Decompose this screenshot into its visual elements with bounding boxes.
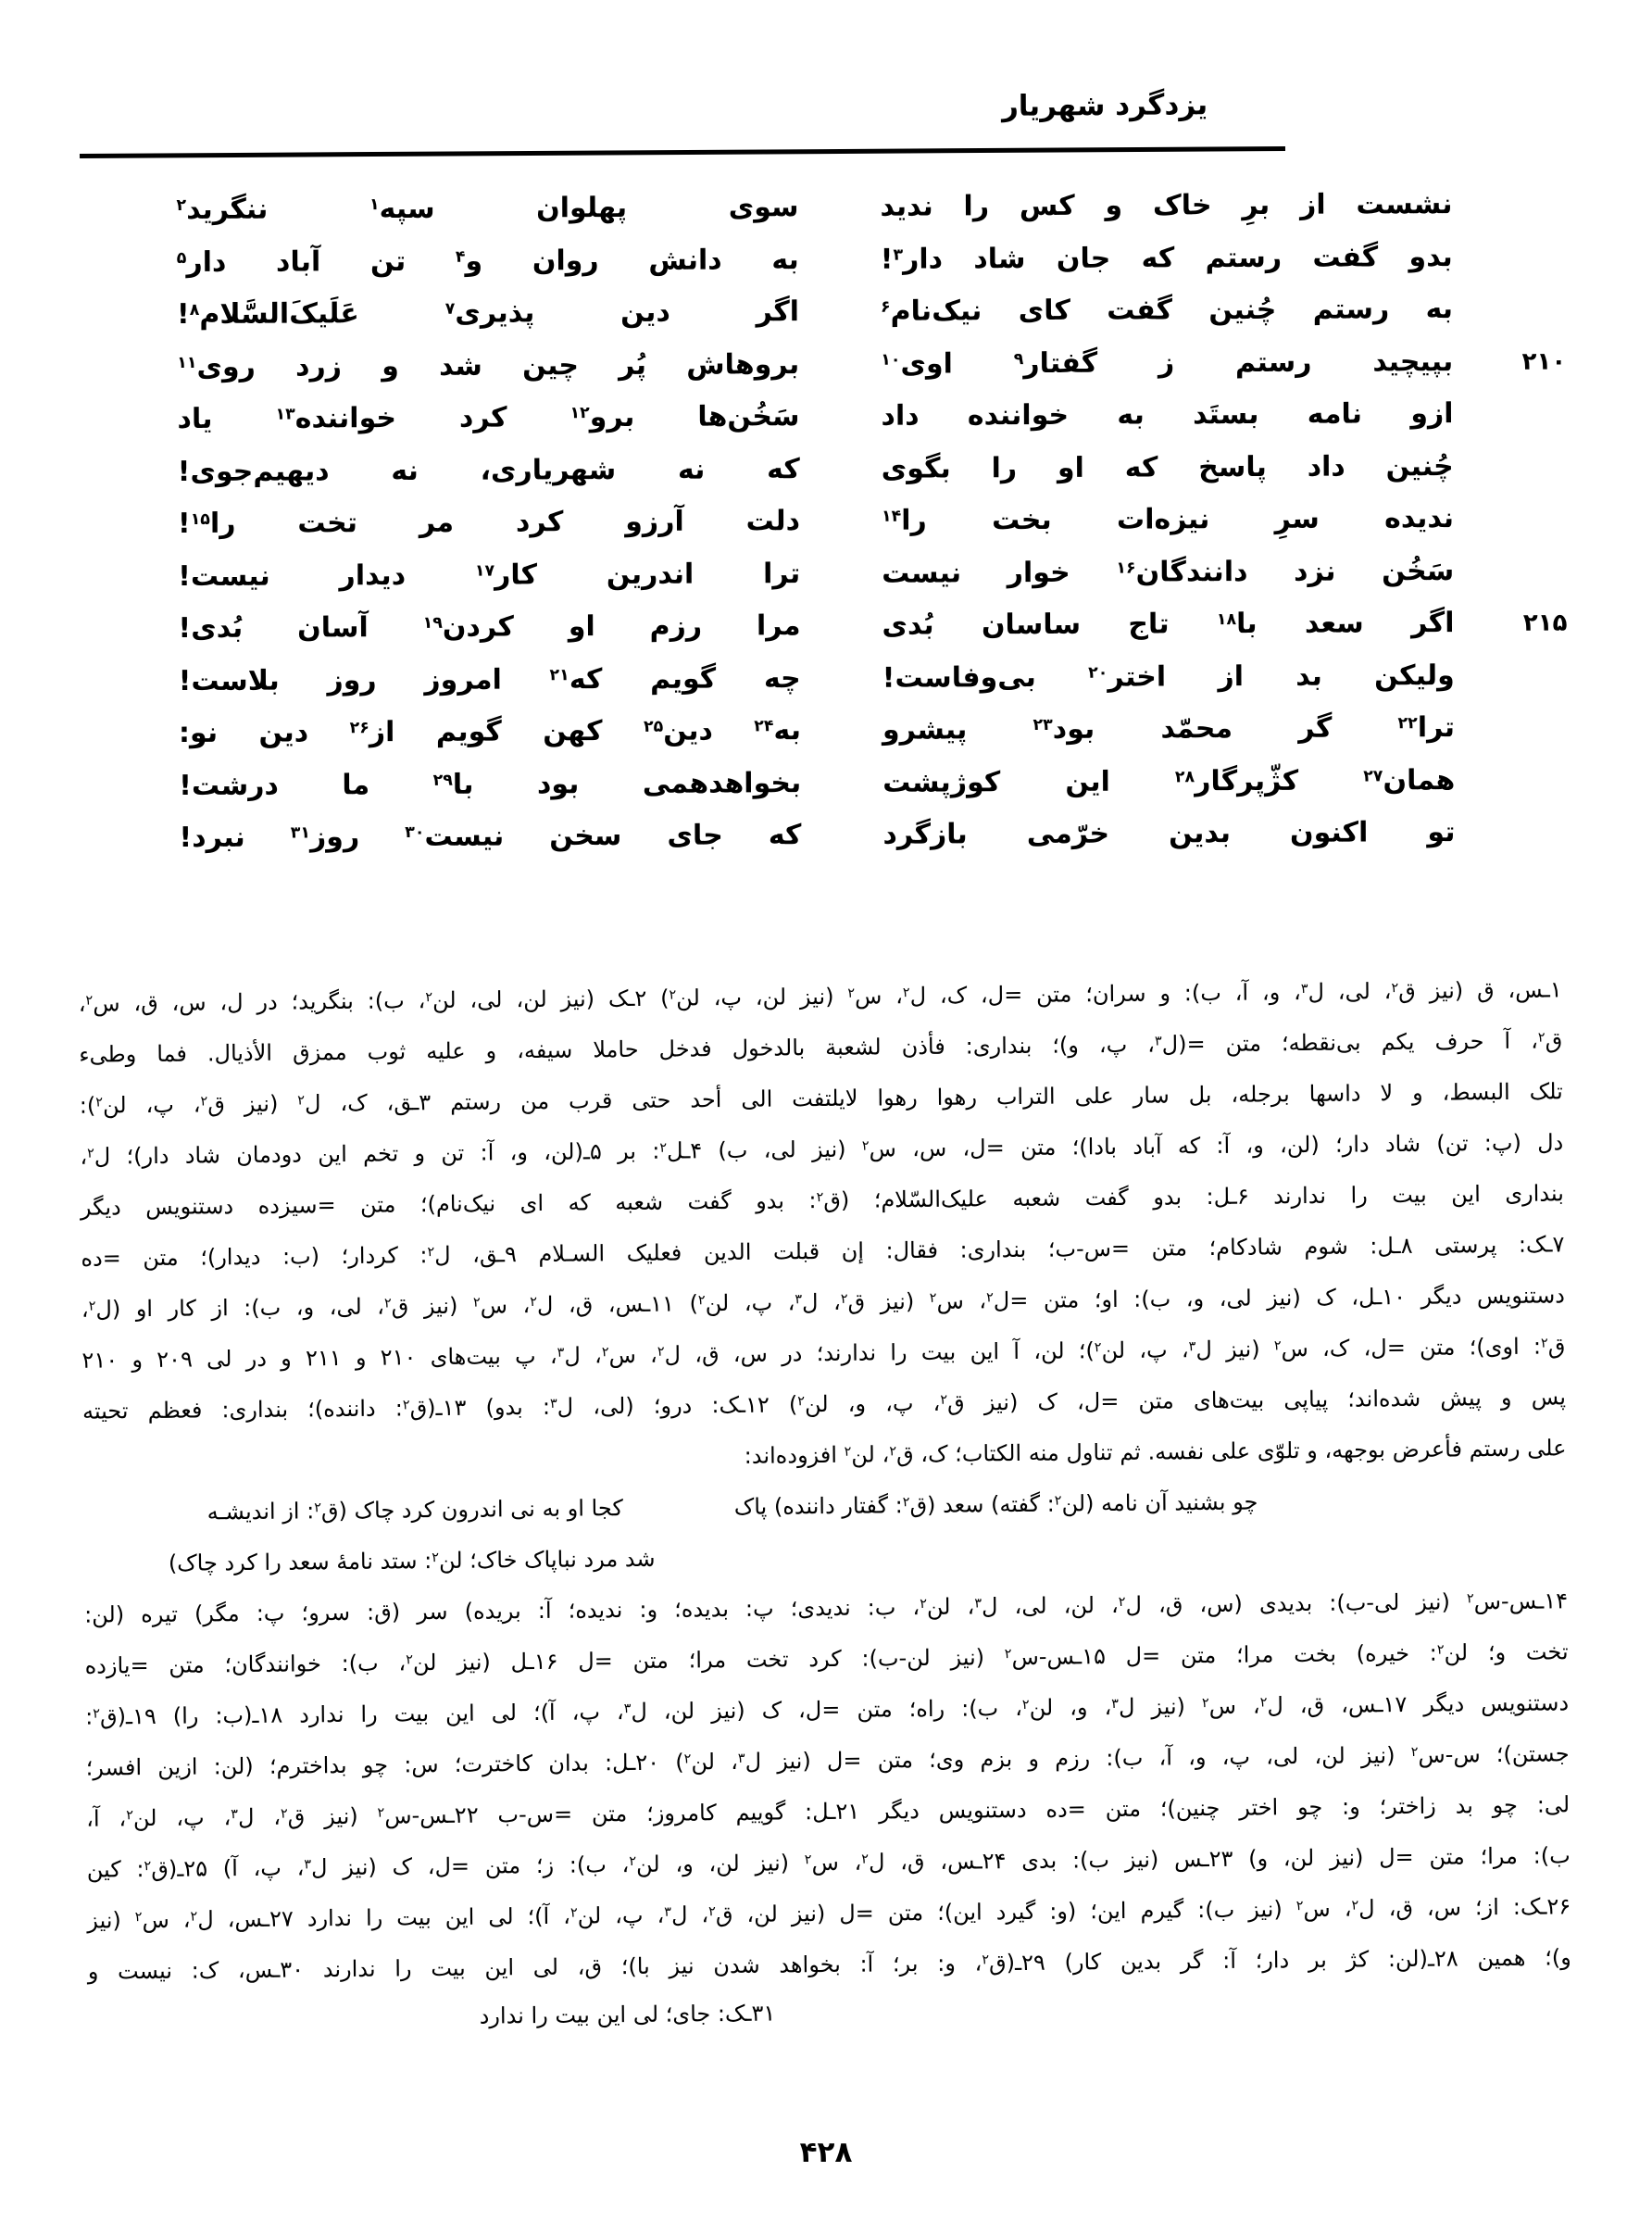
apparatus-line: علی رستم فأعرض بوجهه، و تلوّی علی نفسه. ثم تناول منه الکتاب؛ ک، ق$^۲$، لن$^۲$ افزوده‌اند: [744, 1435, 1567, 1469]
hemistich-right: به رستم چُنین گفت کای نیک‌نام$^۶$ [880, 293, 1454, 328]
verse-row [82, 388, 1566, 446]
couplet-hemistich-right: چو بشنید آن نامه (لن$^۲$: گفته) سعد (ق$^۲$: گفتار داننده) پاک [733, 1488, 1258, 1520]
apparatus-line: بنداری این بیت را ندارند ۶ـل: بدو گفت شعبه علیک‌السّلام؛ (ق$^۲$: بدو گفت شعبه که ای نیک‌نام)؛ متن =سیزده دستنویس دیگر [80, 1180, 1564, 1221]
verse-row [83, 493, 1567, 551]
hemistich-left: سوی پهلوان سپه$^۱$ ننگرید$^۲$ [176, 191, 799, 227]
hemistich-right: بدو گفت رستم که جان شاد دار$^۳$! [880, 240, 1453, 276]
apparatus-line: تخت و؛ لن$^۲$: خیره) بخت مرا؛ متن =ل ۱۵ـس-س$^۲$ (نیز لن-ب): کرد تخت مرا؛ متن =ل ۱۶ـل (نیز لن$^۲$، ب): خوانندگان؛ متن =یازده [84, 1638, 1569, 1679]
verse-row [82, 231, 1566, 289]
apparatus-line: جستن)؛ س-س$^۲$ (نیز لن، لی، پ، و، آ، ب): رزم و بزم وی؛ متن =ل (نیز ل$^۳$، لن$^۲$) ۲۰ـل: بدان کاخترت؛ س: چو بداخترم؛ (لن: ازین افسر؛ [85, 1740, 1570, 1781]
hemistich-right: بپیچید رستم ز گفتار$^۹$ اوی$^{۱۰}$ [881, 345, 1454, 381]
verse-number [1455, 833, 1568, 834]
hemistich-right: ندیده سرِ نیزه‌ات بخت را$^{۱۴}$ [881, 502, 1455, 537]
hemistich-left: که جای سخن نیست$^{۳۰}$ روز$^{۳۱}$ نبرد! [179, 819, 802, 855]
verse-number [1453, 309, 1566, 310]
verse-number: ۲۱۰ [1521, 347, 1567, 376]
header-rule [80, 146, 1285, 158]
verse-number [1455, 780, 1568, 781]
apparatus-line: تلک البسط، و لا داسها برجله، بل سار علی التراب رهوا رهوا لایلتفت الی أحد حتی قرب من رستم ۳ـق، ک، ل$^۲$ (نیز ق$^۲$، پ، لن$^۲$): [79, 1078, 1563, 1119]
hemistich-left: دلت آرزو کرد مر تخت را$^{۱۵}$! [177, 505, 801, 541]
verse-number: ۲۱۵ [1522, 609, 1568, 637]
hemistich-right: اگر سعد با$^{۱۸}$ تاج ساسان بُدی [882, 607, 1455, 642]
hemistich-right: همان$^{۲۷}$ کژّپرگار$^{۲۸}$ این کوژپشت [882, 763, 1456, 799]
hemistich-right: ازو نامه بستَد به خواننده داد [881, 397, 1454, 433]
page-number: ۴۲۸ [799, 2136, 853, 2169]
apparatus-line: و)؛ همین ۲۸ـ(لن: کژ بر دار؛ آ: گر بدین کار) ۲۹ـ(ق$^۲$، و: بر؛ آ: بخواهد شدن نیز با)؛ ق، لی این بیت را ندارند ۳۰ـس، ک: نیست و [87, 1944, 1571, 1985]
verse-row [83, 545, 1567, 603]
couplet-continuation: شد مرد نباپاک خاک؛ لن$^۲$: ستد نامهٔ سعد را کرد چاک) [168, 1545, 656, 1576]
verse-row [83, 440, 1567, 498]
running-head-title: یزدگرد شهریار [1001, 88, 1208, 123]
verse-number [1454, 519, 1567, 520]
verse-number [1454, 466, 1567, 467]
apparatus-line-short: ۳۱ـک: جای؛ لی این بیت را ندارد [479, 2000, 776, 2029]
hemistich-right: نشست از برِ خاک و کس را ندید [880, 188, 1453, 223]
apparatus-line: ق$^۲$: اوی)؛ متن =ل، ک، س$^۲$ (نیز ل$^۳$، پ، لن$^۲$)؛ لن، آ این بیت را ندارند؛ در س، ق، ل$^۲$، س$^۲$، ل$^۳$، پ بیت‌های ۲۱۰ و ۲۱۱ و در لی ۲۰۹ و ۲۱۰ [81, 1333, 1566, 1374]
apparatus-line: دل (پ: تن) شاد دار؛ (لن، و، آ: که آباد بادا)؛ متن =ل، س، س$^۲$ (نیز لی، ب) ۴ـل$^۲$: بر ۵ـ(لن، و، آ: تن و تخم این دودمان شاد دار)؛ ل$^۲$، [80, 1129, 1564, 1170]
couplet-hemistich-left: کجا او به نی اندرون کرد چاک (ق$^۲$: از اندیشـه [206, 1495, 623, 1525]
apparatus-line: لی: چو بد زاختر؛ و: چو اختر چنین)؛ متن =ده دستنویس دیگر ۲۱ـل: گوییم کامروز؛ متن =س-ب ۲۲ـس-س$^۲$ (نیز ق$^۲$، ل$^۳$، پ، لن$^۲$، آ، [86, 1791, 1571, 1832]
hemistich-left: که نه شهریاری، نه دیهیم‌جوی! [177, 452, 800, 488]
apparatus-line: دستنویس دیگر ۱۷ـس، ق، ل$^۲$، س$^۲$ (نیز ل$^۳$، و، لن$^۲$، ب): راه؛ متن =ل، ک (نیز لن، ل$^۳$، پ، آ)؛ لی این بیت را ندارد ۱۸ـ(ب: را) ۱۹ـ(ق$^۲$: [85, 1689, 1570, 1730]
apparatus-line: ۱ـس، ق (نیز ق$^۲$، لی، ل$^۳$، و، آ، ب): و سران؛ متن =ل، ک، ل$^۲$، س$^۲$ (نیز لن، پ، لن$^۲$) ۲ـک (نیز لن، لی، لن$^۲$، ب): بنگرید؛ در ل، س، ق، س$^۲$، [78, 976, 1562, 1017]
hemistich-right: ولیکن بد از اختر$^{۲۰}$ بی‌وفاست! [882, 659, 1455, 695]
apparatus-line: ۱۴ـس-س$^۲$ (نیز لی-ب): بدیدی (س، ق، ل$^۲$، لن، لی، ل$^۳$، لن$^۲$، ب: ندیدی؛ پ: بدیده؛ و: ندیده؛ آ: بریده) سر (ق: سرو؛ پ: مگر) تیره (لن: [83, 1588, 1569, 1628]
hemistich-left: چه گویم که$^{۲۱}$ امروز روز بلاست! [178, 661, 801, 697]
hemistich-left: مرا رزم او کردن$^{۱۹}$ آسان بُدی! [178, 609, 801, 646]
poem-block [81, 179, 1568, 865]
hemistich-left: اگر دین پذیری$^۷$ عَلَیکَ‌السَّلام$^۸$! [176, 295, 800, 332]
hemistich-left: سَخُن‌ها برو$^{۱۲}$ کرد خواننده$^{۱۳}$ یاد [177, 400, 800, 436]
verse-number [1455, 675, 1568, 676]
apparatus-line: ق$^۲$، آ حرف یکم بی‌نقطه؛ متن =(ل$^۳$، پ، و)؛ بنداری: فأذن لشعبة بالدخول فدخل حاملا سیفه، و علیه ثوب ممزق الأذیال. فما وطیء [79, 1027, 1563, 1068]
verse-row [83, 597, 1567, 656]
verse-row [82, 283, 1566, 342]
critical-apparatus [78, 961, 1571, 2045]
verse-number [1455, 728, 1568, 729]
verse-row [84, 754, 1568, 812]
hemistich-left: به دانش روان و$^۴$ تن آباد دار$^۵$ [176, 243, 799, 279]
hemistich-right: سَخُن نزد دانندگان$^{۱۶}$ خوار نیست [882, 554, 1455, 590]
apparatus-line: ب): مرا؛ متن =ل (نیز لن، و) ۲۳ـس (نیز ب): بدی ۲۴ـس، ق، ل$^۲$، س$^۲$ (نیز لن، و، لن$^۲$، ب): ز؛ متن =ل، ک (نیز ل$^۳$، پ، آ) ۲۵ـ(ق$^۲$: کین [86, 1842, 1571, 1883]
verse-row [84, 702, 1568, 760]
hemistich-right: ترا$^{۲۲}$ گر محمّد بود$^{۲۳}$ پیشرو [882, 711, 1456, 747]
verse-number [1454, 414, 1567, 415]
apparatus-line: ۲۶ـک: از؛ س، ق، ل$^۲$، س$^۲$ (نیز ب): گیرم این؛ (و: گیرد این)؛ متن =ل (نیز لن، ق$^۲$، ل$^۳$، پ، لن$^۲$، آ)؛ لی این بیت را ندارد ۲۷ـس، ل$^۲$، س$^۲$ (نیز [87, 1893, 1571, 1934]
verse-row [82, 335, 1566, 394]
hemistich-right: تو اکنون بدین خرّمی بازگرد [882, 816, 1456, 851]
hemistich-left: بخواهدهمی بود با$^{۲۹}$ ما درشت! [179, 766, 802, 802]
hemistich-left: ترا اندرین کار$^{۱۷}$ دیدار نیست! [178, 557, 801, 593]
apparatus-line: ۷ـک: پرستی ۸ـل: شوم شادکام؛ متن =س-ب؛ بنداری: فقال: إن قبلت الدین فعلیک السـلام ۹ـق، ل$^۲$: کردار؛ (ب: دیدار)؛ متن =ده [81, 1231, 1565, 1272]
verse-row [84, 807, 1568, 865]
verse-number [1453, 205, 1566, 206]
apparatus-line: پس و پیش شده‌اند؛ پیاپی بیت‌های متن =ل، ک (نیز ق$^۲$، پ، و، لن$^۲$) ۱۲ـک: درو؛ (لی، ل$^۳$: بدو) ۱۳ـ(ق$^۲$: داننده)؛ بنداری: فعظم تحیته [81, 1384, 1567, 1424]
hemistich-right: چُنین داد پاسخ که او را بگوی [881, 449, 1454, 485]
hemistich-left: بروهاش پُر چین شد و زرد روی$^{۱۱}$ [177, 347, 800, 383]
hemistich-left: به$^{۲۴}$ دین$^{۲۵}$ کهن گویم از$^{۲۶}$ دین نو: [178, 714, 802, 750]
verse-row [81, 179, 1565, 237]
verse-row [84, 649, 1568, 708]
apparatus-line: دستنویس دیگر ۱۰ـل، ک (نیز لی، و، ب): او؛ متن =ل$^۲$، س$^۲$ (نیز ق$^۲$، ل$^۳$، پ، لن$^۲$) ۱۱ـس، ق، ل$^۲$، س$^۲$ (نیز ق$^۲$، لی، و، ب): از کار او (ل$^۲$، [81, 1282, 1566, 1323]
